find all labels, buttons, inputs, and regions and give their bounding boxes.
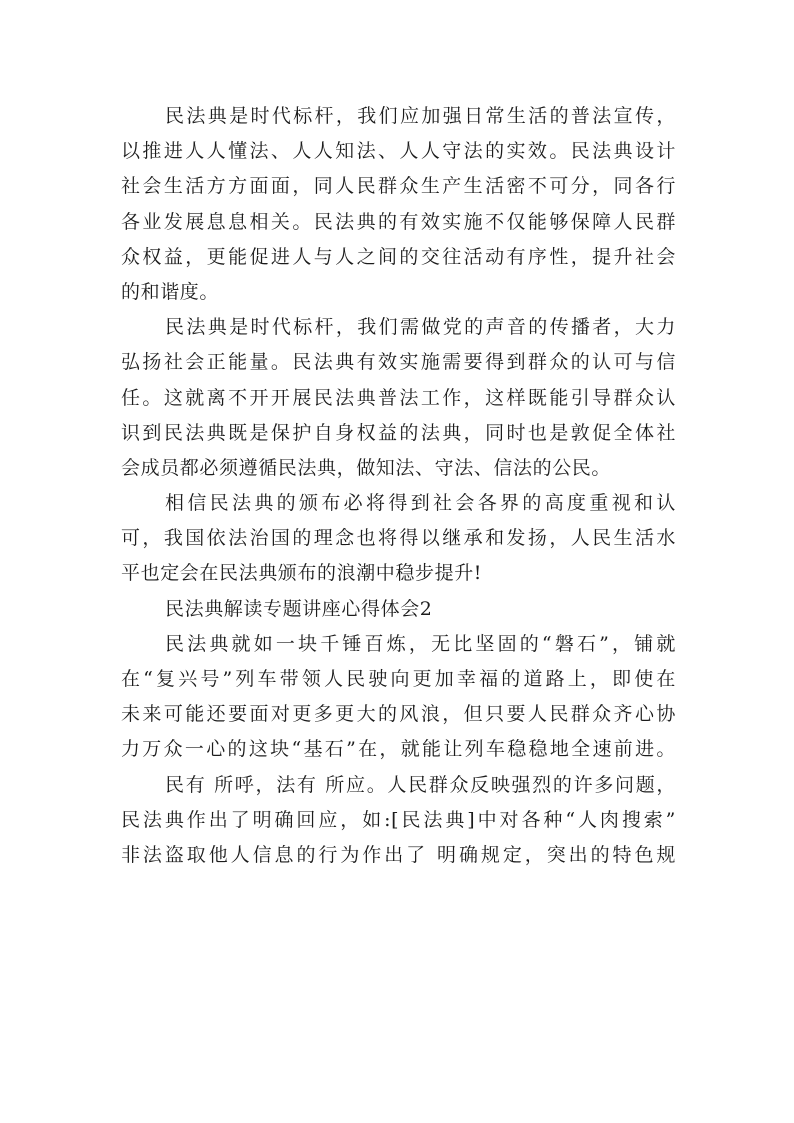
- text-line: 众权益，更能促进人与人之间的交往活动有序性，提升社会: [121, 245, 676, 268]
- text-line: 民法典就如一块千锤百炼，无比坚固的“磐石”，铺就: [165, 632, 676, 655]
- text-line: 弘扬社会正能量。民法典有效实施需要得到群众的认可与信: [121, 351, 676, 374]
- text-line: 民法典是时代标杆，我们应加强日常生活的普法宣传，: [165, 105, 676, 127]
- text-line: 识到民法典既是保护自身权益的法典，同时也是敦促全体社: [121, 421, 676, 444]
- section-heading: 民法典解读专题讲座心得体会2: [165, 597, 433, 620]
- text-line: 民法典作出了明确回应，如:[民法典]中对各种“人肉搜索”: [121, 808, 676, 831]
- text-line: 民有 所呼，法有 所应。人民群众反映强烈的许多问题，: [165, 773, 676, 796]
- text-line: 在“复兴号”列车带领人民驶向更加幸福的道路上，即使在: [121, 668, 676, 690]
- text-line: 非法盗取他人信息的行为作出了 明确规定，突出的特色规: [121, 843, 676, 866]
- text-line: 社会生活方方面面，同人民群众生产生活密不可分，同各行: [121, 175, 676, 198]
- text-line: 以推进人人懂法、人人知法、人人守法的实效。民法典设计: [121, 140, 676, 163]
- text-line: 各业发展息息相关。民法典的有效实施不仅能够保障人民群: [121, 210, 676, 233]
- text-line: 平也定会在民法典颁布的浪潮中稳步提升!: [121, 562, 483, 585]
- text-line: 民法典是时代标杆，我们需做党的声音的传播者，大力: [165, 316, 676, 339]
- document-body: [121, 99, 676, 873]
- text-line: 的和谐度。: [121, 280, 220, 303]
- text-line: 任。这就离不开开展民法典普法工作，这样既能引导群众认: [121, 386, 676, 409]
- text-line: 未来可能还要面对更多更大的风浪，但只要人民群众齐心协: [121, 703, 676, 726]
- text-line: 会成员都必须遵循民法典，做知法、守法、信法的公民。: [121, 456, 612, 479]
- text-line: 相信民法典的颁布必将得到社会各界的高度重视和认: [165, 492, 676, 515]
- text-line: 力万众一心的这块“基石”在，就能让列车稳稳地全速前进。: [121, 738, 676, 761]
- text-line: 可，我国依法治国的理念也将得以继承和发扬，人民生活水: [121, 527, 676, 550]
